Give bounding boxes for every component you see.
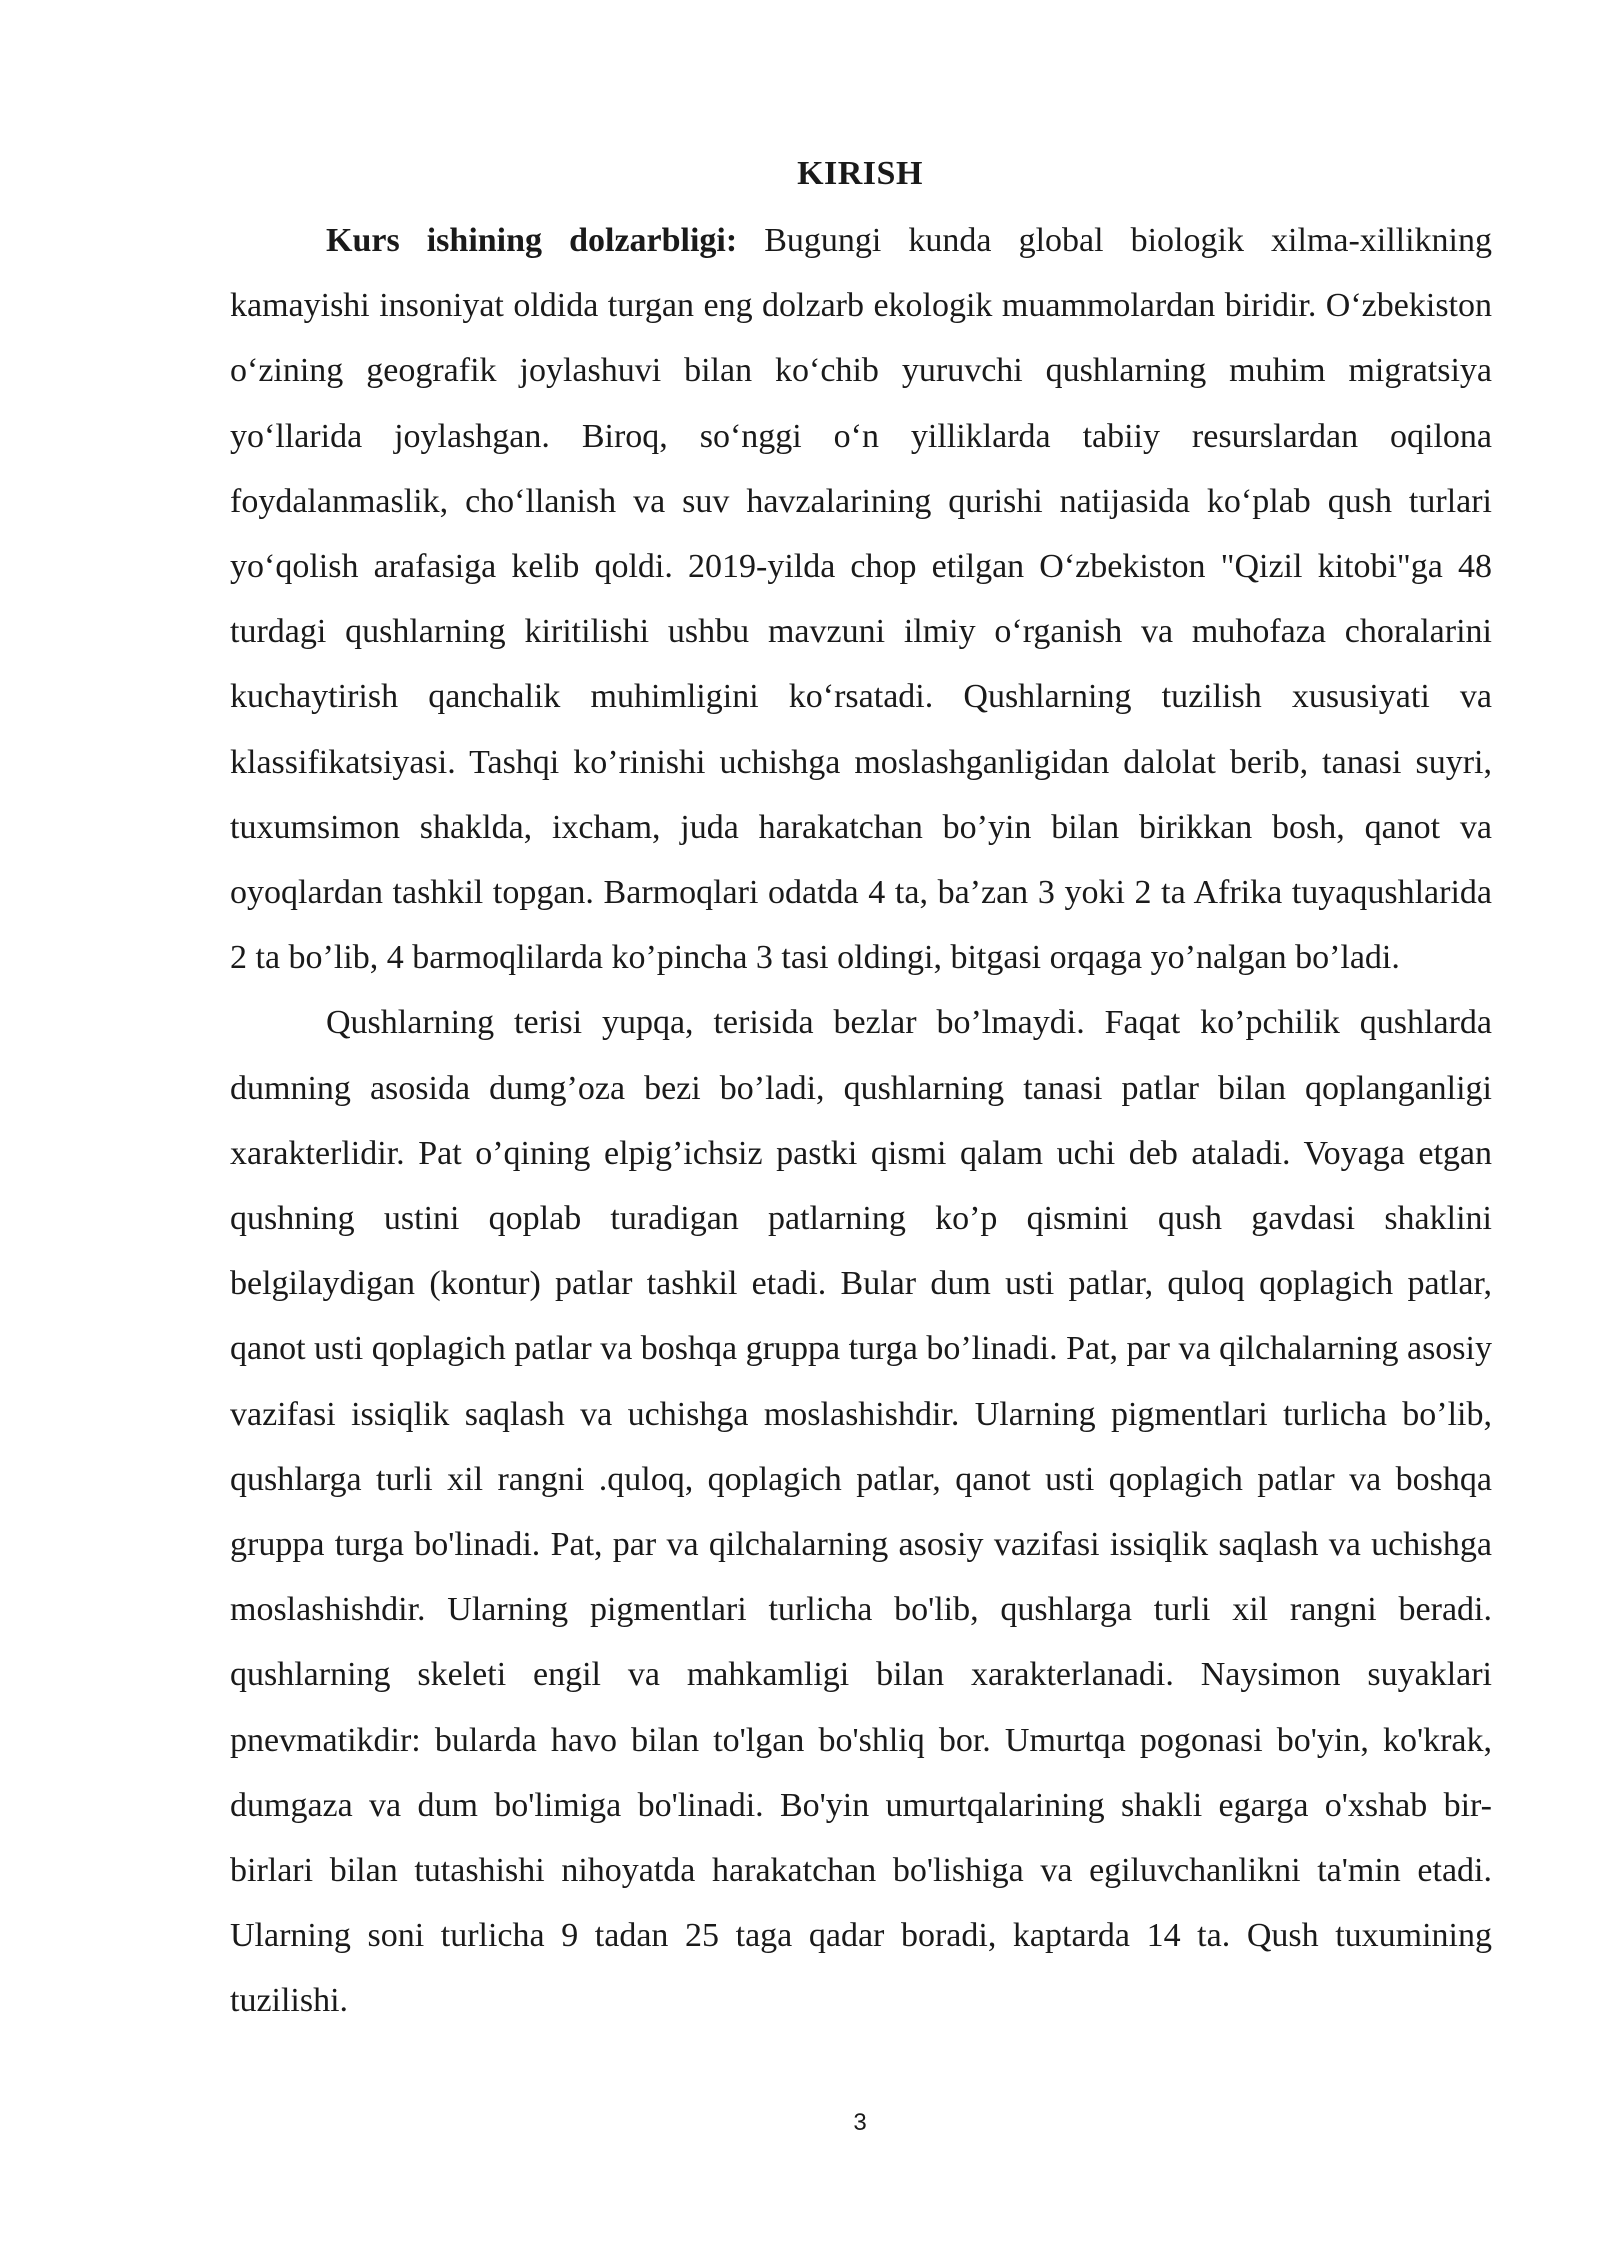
relevance-text: Bugungi kunda global biologik xilma-xillikning kamayishi insoniyat oldida turgan eng dolzarb ekologik muammolardan biridir. O‘zbekiston o‘zining geografik joylashuvi bilan ko‘chib yuruvchi qushlarning muhim migratsiya yo‘llarida joylashgan. Biroq, so‘nggi o‘n yilliklarda tabiiy resurslardan oqilona foydalanmaslik, cho‘llanish va suv havzalarining qurishi natijasida ko‘plab qush turlari yo‘qolish arafasiga kelib qoldi. 2019-yilda chop etilgan O‘zbekiston "Qizil kitobi"ga 48 turdagi qushlarning kiritilishi ushbu mavzuni ilmiy o‘rganish va muhofaza choralarini kuchaytirish qanchalik muhimligini ko‘rsatadi. Qushlarning tuzilish xususiyati va klassifikatsiyasi. Tashqi ko’rinishi uchishga moslashganligidan dalolat berib, tanasi suyri, tuxumsimon shaklda, ixcham, juda harakatchan bo’yin bilan birikkan bosh, qanot va oyoqlardan tashkil topgan. Barmoqlari odatda 4 ta, ba’zan 3 yoki 2 ta Afrika tuyaqushlarida 2 ta bo’lib, 4 barmoqlilarda ko’pincha 3 tasi oldingi, bitgasi orqaga yo’nalgan bo’ladi. (230, 222, 1492, 977)
relevance-lead: Kurs ishining dolzarbligi: (326, 222, 738, 259)
section-title: KIRISH (797, 155, 923, 192)
skin-feathers-text: Qushlarning terisi yupqa, terisida bezlar bo’lmaydi. Faqat ko’pchilik qushlarda dumning asosida dumg’oza bezi bo’ladi, qushlarning tanasi patlar bilan qoplanganligi xarakterlidir. Pat o’qining elpig’ichsiz pastki qismi qalam uchi deb ataladi. Voyaga etgan qushning ustini qoplab turadigan patlarning ko’p qismini qush gavdasi shaklini belgilaydigan (kontur) patlar tashkil etadi. Bular dum usti patlar, quloq qoplagich patlar, qanot usti qoplagich patlar va boshqa gruppa turga bo’linadi. Pat, par va qilchalarning asosiy vazifasi issiqlik saqlash va uchishga moslashishdir. Ularning pigmentlari turlicha bo’lib, qushlarga turli xil rangni .quloq, qoplagich patlar, qanot usti qoplagich patlar va boshqa gruppa turga bo'linadi. Pat, par va qilchalarning asosiy vazifasi issiqlik saqlash va uchishga moslashishdir. Ularning pigmentlari turlicha bo'lib, qushlarga turli xil rangni beradi. qushlarning skeleti engil va mahkamligi bilan xarakterlanadi. Naysimon suyaklari pnevmatikdir: bularda havo bilan to'lgan bo'shliq bor. Umurtqa pogonasi bo'yin, ko'krak, dumgaza va dum bo'limiga bo'linadi. Bo'yin umurtqalarining shakli egarga o'xshab bir-birlari bilan tutashishi nihoyatda harakatchan bo'lishiga va egiluvchanlikni ta'min etadi. Ularning soni turlicha 9 tadan 25 taga qadar boradi, kaptarda 14 ta. Qush tuxumining tuzilishi. (230, 1004, 1492, 2020)
body-text (230, 208, 1492, 2034)
paragraph-relevance (230, 208, 1492, 990)
paragraph-skin-feathers (230, 990, 1492, 2033)
page-number: 3 (853, 2109, 867, 2136)
